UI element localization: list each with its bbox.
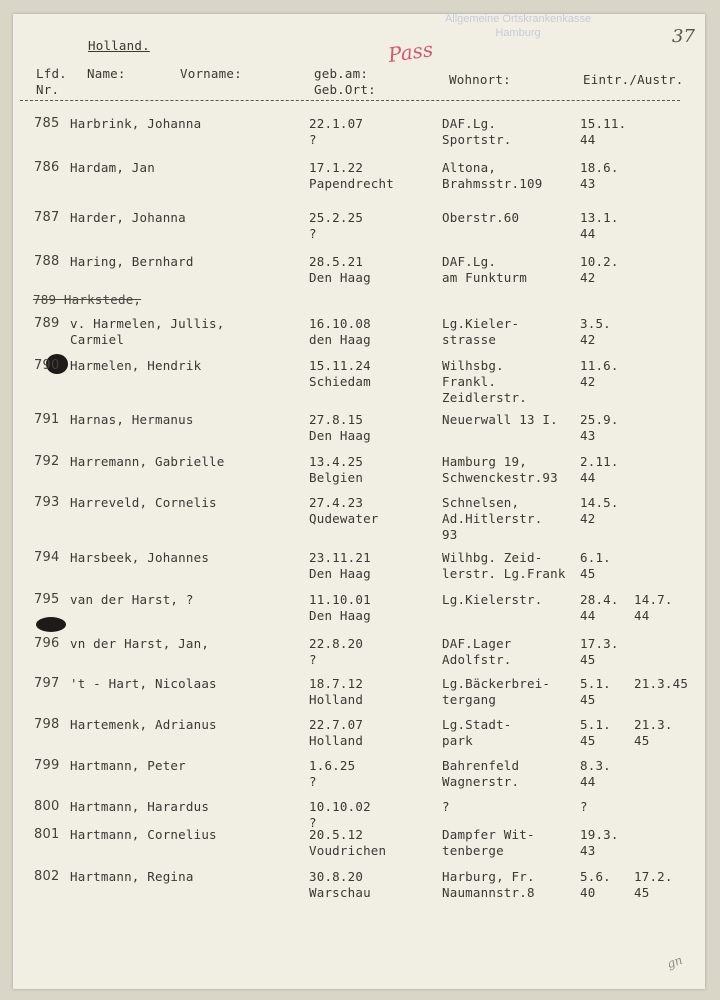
row-name: 't - Hart, Nicolaas (70, 676, 217, 691)
row-name: vn der Harst, Jan, (70, 636, 210, 651)
row-name: Harreveld, Cornelis (70, 495, 217, 510)
row-geb: 27.8.15 Den Haag (309, 412, 371, 443)
row-name: Harsbeek, Johannes (70, 550, 210, 565)
header-name: Name: (87, 66, 126, 81)
row-nr: 792 (34, 454, 60, 469)
row-nr: 794 (34, 550, 60, 565)
red-annotation: Pass (386, 36, 435, 68)
row-geb: 17.1.22 Papendrecht (309, 160, 394, 191)
row-eintr: 13.1. 44 (580, 210, 619, 241)
row-name: Harmelen, Hendrik (70, 358, 202, 373)
row-geb: 18.7.12 Holland (309, 676, 364, 707)
row-eintr: 14.5. 42 (580, 495, 619, 526)
row-geb: 1.6.25 ? (309, 758, 356, 789)
row-nr: 799 (34, 758, 60, 773)
row-name: van der Harst, ? (70, 592, 194, 607)
row-wohnort: ? (442, 799, 450, 814)
row-wohnort: Dampfer Wit- tenberge (442, 827, 535, 858)
row-name: Harder, Johanna (70, 210, 186, 225)
row-nr: 796 (34, 636, 60, 651)
row-wohnort: Bahrenfeld Wagnerstr. (442, 758, 520, 789)
row-eintr: 8.3. 44 (580, 758, 611, 789)
row-nr: 788 (34, 254, 60, 269)
row-eintr: 15.11. 44 (580, 116, 627, 147)
row-wohnort: DAF.Lager Adolfstr. (442, 636, 512, 667)
row-wohnort: Wilhbg. Zeid- lerstr. Lg.Frank (442, 550, 566, 581)
row-austr: 21.3.45 (634, 676, 689, 691)
row-nr: 789 (34, 316, 60, 331)
row-name: Harremann, Gabrielle (70, 454, 225, 469)
row-austr: 14.7. 44 (634, 592, 673, 623)
row-austr: 17.2. 45 (634, 869, 673, 900)
row-nr: 791 (34, 412, 60, 427)
row-geb: 28.5.21 Den Haag (309, 254, 371, 285)
row-nr: 798 (34, 717, 60, 732)
row-wohnort: Lg.Kielerstr. (442, 592, 543, 607)
row-nr: 793 (34, 495, 60, 510)
country-title: Holland. (88, 38, 150, 53)
row-nr: 790 (34, 358, 60, 373)
row-name: Hartmann, Harardus (70, 799, 210, 814)
struck-entry: 789 Harkstede, (33, 292, 142, 307)
row-eintr: ? (580, 799, 588, 814)
row-nr: 787 (34, 210, 60, 225)
row-nr: 786 (34, 160, 60, 175)
stamp-line-2: Hamburg (495, 27, 541, 39)
header-divider (20, 100, 680, 101)
row-geb: 13.4.25 Belgien (309, 454, 364, 485)
row-wohnort: Schnelsen, Ad.Hitlerstr. 93 (442, 495, 543, 542)
header-eintr-austr: Eintr./Austr. (583, 72, 684, 87)
row-eintr: 5.1. 45 (580, 717, 611, 748)
header-vorname: Vorname: (180, 66, 242, 81)
row-eintr: 5.1. 45 (580, 676, 611, 707)
row-wohnort: DAF.Lg. am Funkturm (442, 254, 527, 285)
row-wohnort: Lg.Bäckerbrei- tergang (442, 676, 551, 707)
row-wohnort: DAF.Lg. Sportstr. (442, 116, 512, 147)
row-geb: 20.5.12 Voudrichen (309, 827, 387, 858)
row-geb: 23.11.21 Den Haag (309, 550, 371, 581)
row-eintr: 11.6. 42 (580, 358, 619, 389)
row-name: Hartemenk, Adrianus (70, 717, 217, 732)
row-name: Hartmann, Peter (70, 758, 186, 773)
corner-mark: gn (665, 952, 685, 972)
header-geb: geb.am: Geb.Ort: (314, 66, 376, 97)
header-wohnort: Wohnort: (449, 72, 511, 87)
row-eintr: 3.5. 42 (580, 316, 611, 347)
row-nr: 800 (34, 799, 60, 814)
row-geb: 22.1.07 ? (309, 116, 364, 147)
row-wohnort: Lg.Kieler- strasse (442, 316, 520, 347)
row-name: Harnas, Hermanus (70, 412, 194, 427)
stamp-line-1: Allgemeine Ortskrankenkasse (444, 13, 592, 25)
row-nr: 795 (34, 592, 60, 607)
row-eintr: 28.4. 44 (580, 592, 619, 623)
row-eintr: 2.11. 44 (580, 454, 619, 485)
row-nr: 801 (34, 827, 60, 842)
row-geb: 30.8.20 Warschau (309, 869, 371, 900)
row-eintr: 25.9. 43 (580, 412, 619, 443)
row-wohnort: Neuerwall 13 I. (442, 412, 558, 427)
row-geb: 11.10.01 Den Haag (309, 592, 371, 623)
insurance-stamp (443, 12, 593, 40)
row-eintr: 10.2. 42 (580, 254, 619, 285)
row-wohnort: Hamburg 19, Schwenckestr.93 (442, 454, 558, 485)
row-nr: 785 (34, 116, 60, 131)
row-eintr: 17.3. 45 (580, 636, 619, 667)
row-austr: 21.3. 45 (634, 717, 673, 748)
row-nr: 797 (34, 676, 60, 691)
row-geb: 15.11.24 Schiedam (309, 358, 371, 389)
row-wohnort: Oberstr.60 (442, 210, 520, 225)
row-eintr: 19.3. 43 (580, 827, 619, 858)
row-name: Hartmann, Regina (70, 869, 194, 884)
row-nr: 802 (34, 869, 60, 884)
row-wohnort: Altona, Brahmsstr.109 (442, 160, 543, 191)
row-eintr: 5.6. 40 (580, 869, 611, 900)
ink-blot (36, 617, 66, 632)
header-lfd-nr: Lfd. Nr. (36, 66, 67, 97)
row-name: Hardam, Jan (70, 160, 155, 175)
row-eintr: 18.6. 43 (580, 160, 619, 191)
row-eintr: 6.1. 45 (580, 550, 611, 581)
row-name: Harbrink, Johanna (70, 116, 202, 131)
page-number: 37 (672, 26, 695, 47)
row-geb: 25.2.25 ? (309, 210, 364, 241)
row-geb: 22.8.20 ? (309, 636, 364, 667)
row-wohnort: Wilhsbg. Frankl. Zeidlerstr. (442, 358, 527, 405)
row-geb: 22.7.07 Holland (309, 717, 364, 748)
row-name: v. Harmelen, Jullis, Carmiel (70, 316, 225, 347)
row-geb: 16.10.08 den Haag (309, 316, 371, 347)
row-name: Hartmann, Cornelius (70, 827, 217, 842)
row-geb: 10.10.02 ? (309, 799, 371, 830)
row-wohnort: Harburg, Fr. Naumannstr.8 (442, 869, 535, 900)
row-wohnort: Lg.Stadt- park (442, 717, 512, 748)
row-geb: 27.4.23 Qudewater (309, 495, 379, 526)
row-name: Haring, Bernhard (70, 254, 194, 269)
